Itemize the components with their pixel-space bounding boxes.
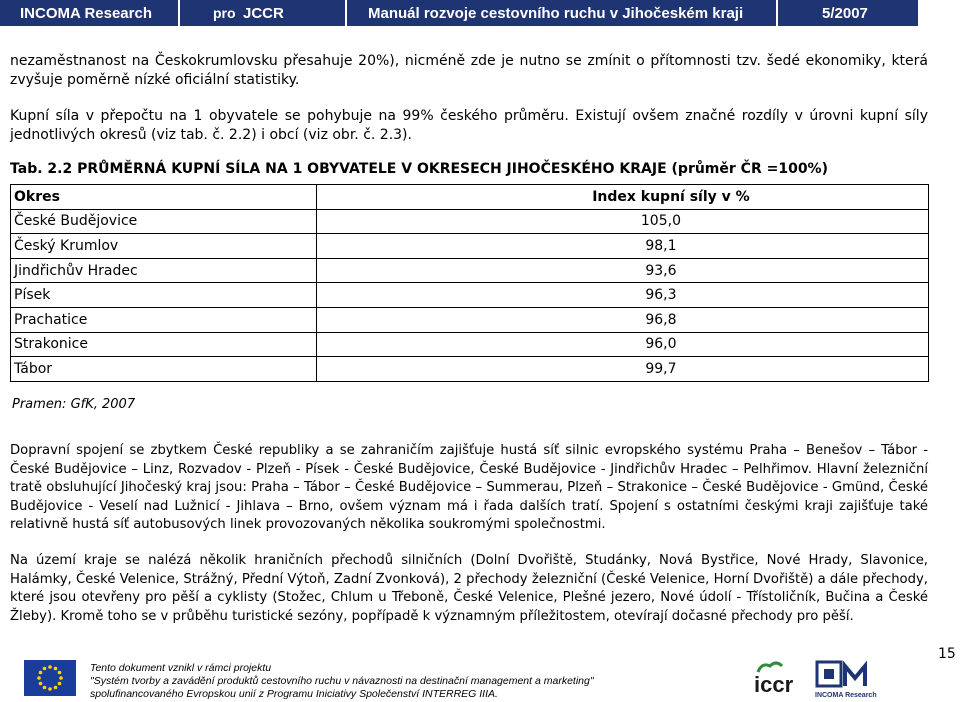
index-cell: 96,0 bbox=[316, 332, 928, 357]
table-row bbox=[11, 332, 929, 357]
table-row bbox=[11, 283, 929, 308]
header-divider bbox=[178, 0, 180, 26]
svg-text:iccr: iccr bbox=[754, 672, 794, 697]
column-header-index: Index kupní síly v % bbox=[316, 185, 928, 210]
header-pro: pro bbox=[213, 5, 236, 21]
table-row bbox=[11, 258, 929, 283]
table-header-row bbox=[11, 185, 929, 210]
table-row bbox=[11, 234, 929, 259]
paragraph-transport: Dopravní spojení se zbytkem České republiky a se zahraničím zajišťuje hustá síť silnic evropského systému Praha – Benešov – Tábor - České Budějovice – Linz, Rozvadov - Plzeň - Písek - České Budějovice, České Budějovice - Jindřichův Hradec – Pelhřimov. Hlavní železniční tratě obsluhující Jihočeský kraj jsou: Praha – Tábor – České Budějovice – Summerau, Plzeň – Strakonice – České Budějovice - Gmünd, České Budějovice - Veselí nad Lužnicí - Jihlava – Brno, ovšem význam má i řada dalších tratí. Spojení s ostatními českými kraji zajišťuje také relativně hustá síť autobusových linek provozovaných několika soukromými společnostmi. bbox=[10, 443, 928, 532]
footer-line: Tento dokument vznikl v rámci projektu bbox=[90, 662, 272, 674]
purchasing-power-table bbox=[10, 184, 929, 382]
table-row bbox=[11, 357, 929, 382]
index-cell: 105,0 bbox=[316, 209, 928, 234]
header-jccr: JCCR bbox=[243, 5, 284, 22]
footer-line: "Systém tvorby a zavádění produktů cestovního ruchu v návaznosti na destinační management a marketing" bbox=[90, 675, 594, 687]
document-header bbox=[0, 0, 918, 26]
page-number: 15 bbox=[938, 646, 956, 662]
district-cell: Tábor bbox=[11, 357, 317, 382]
eu-flag-icon bbox=[24, 660, 76, 696]
index-cell: 93,6 bbox=[316, 258, 928, 283]
index-cell: 98,1 bbox=[316, 234, 928, 259]
table-caption: Tab. 2.2 PRŮMĚRNÁ KUPNÍ SÍLA NA 1 OBYVATELE V OKRESECH JIHOČESKÉHO KRAJE (průměr ČR =100%) bbox=[10, 161, 828, 177]
header-issue: 5/2007 bbox=[822, 5, 868, 22]
header-brand: INCOMA Research bbox=[20, 5, 152, 22]
header-title: Manuál rozvoje cestovního ruchu v Jihočeském kraji bbox=[368, 5, 744, 22]
district-cell: České Budějovice bbox=[11, 209, 317, 234]
column-header-district: Okres bbox=[11, 185, 317, 210]
iccr-logo-icon bbox=[752, 658, 812, 700]
paragraph-purchasing-power: Kupní síla v přepočtu na 1 obyvatele se pohybuje na 99% českého průměru. Existují ovšem značné rozdíly v úrovni kupní síly jednotlivých okresů (viz tab. č. 2.2) i obcí (viz obr. č. 2.3). bbox=[10, 108, 928, 143]
table-row bbox=[11, 307, 929, 332]
index-cell: 99,7 bbox=[316, 357, 928, 382]
incoma-logo-icon bbox=[815, 658, 925, 700]
footer-project-note bbox=[90, 662, 594, 701]
district-cell: Český Krumlov bbox=[11, 234, 317, 259]
district-cell: Strakonice bbox=[11, 332, 317, 357]
paragraph-unemployment: nezaměstnanost na Českokrumlovsku přesahuje 20%), nicméně zde je nutno se zmínit o přítomnosti tzv. šedé ekonomiky, která zvyšuje poměrně nízké oficiální statistiky. bbox=[10, 53, 928, 88]
header-divider bbox=[345, 0, 347, 26]
header-divider bbox=[776, 0, 778, 26]
index-cell: 96,3 bbox=[316, 283, 928, 308]
table-source: Pramen: GfK, 2007 bbox=[12, 397, 136, 412]
table-row bbox=[11, 209, 929, 234]
footer-line: spolufinancovaného Evropskou unií z Programu Iniciativy Společenství INTERREG IIIA. bbox=[90, 688, 498, 700]
district-cell: Písek bbox=[11, 283, 317, 308]
district-cell: Prachatice bbox=[11, 307, 317, 332]
paragraph-border-crossings: Na území kraje se nalézá několik hraničních přechodů silničních (Dolní Dvořiště, Studánky, Nová Bystřice, Nové Hrady, Slavonice, Halámky, České Velenice, Strážný, Přední Výtoň, Zadní Zvonková), 2 přechody železniční (České Velenice, Horní Dvořiště) a dále přechody, které jsou otevřeny pro pěší a cyklisty (Stožec, Chlum u Třeboně, České Velenice, Plešné jezero, Nové údolí - Třístoličník, Bučina a České Žleby). Kromě toho se v průběhu turistické sezóny, popřípadě k významným příležitostem, otevírají dočasné přechody pro pěší. bbox=[10, 553, 928, 624]
district-cell: Jindřichův Hradec bbox=[11, 258, 317, 283]
index-cell: 96,8 bbox=[316, 307, 928, 332]
incoma-logo-text: INCOMA Research bbox=[815, 692, 877, 699]
